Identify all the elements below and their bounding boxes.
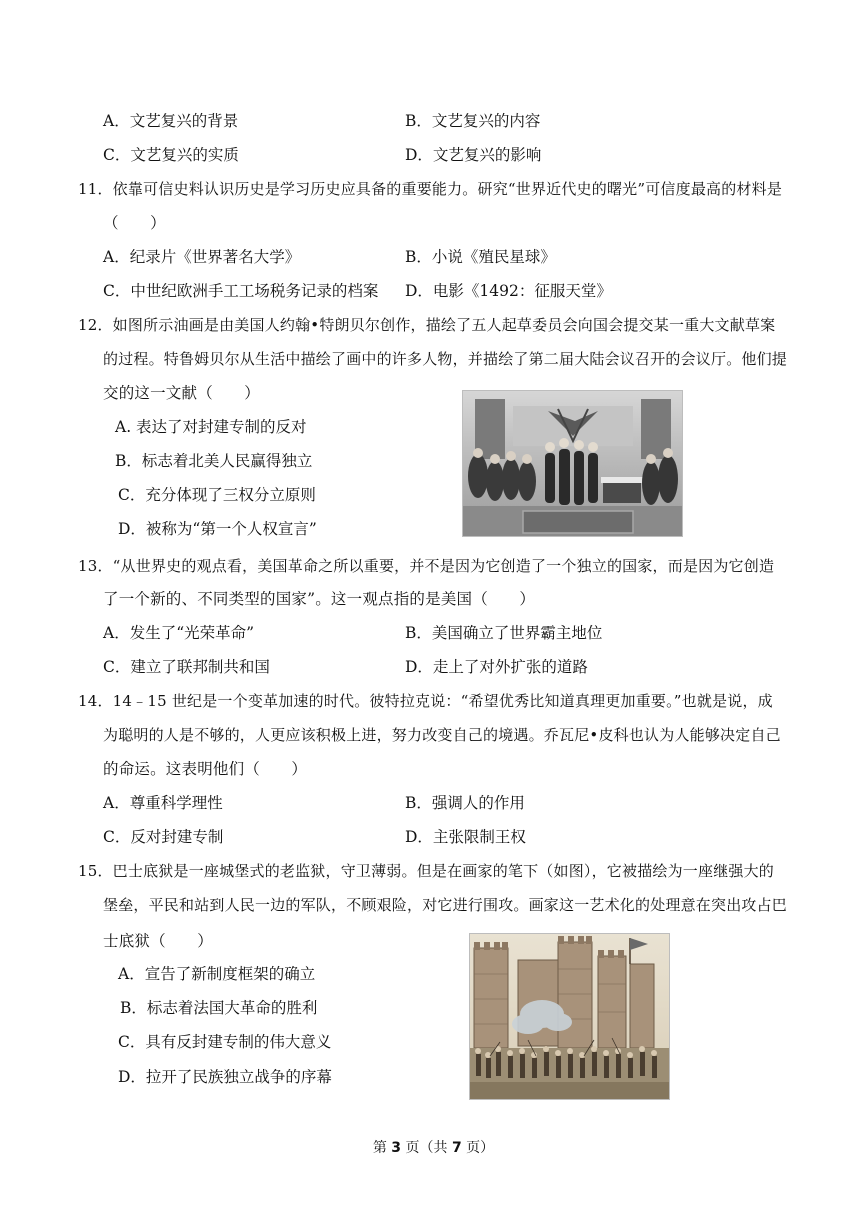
- q15-option-d: D．拉开了民族独立战争的序幕: [118, 1068, 332, 1086]
- q11-option-b: B．小说《殖民星球》: [405, 248, 556, 266]
- q13-stem-line2: 了一个新的、不同类型的国家”。这一观点指的是美国（ ）: [103, 590, 536, 608]
- footer-prefix: 第: [372, 1140, 392, 1156]
- q11-stem-line2: （ ）: [103, 214, 166, 232]
- q10-option-c: C．文艺复兴的实质: [103, 146, 239, 164]
- q15-stem-line3: 士底狱（ ）: [103, 932, 213, 950]
- q12-option-c: C．充分体现了三权分立原则: [118, 486, 316, 504]
- q10-option-d: D．文艺复兴的影响: [405, 146, 542, 164]
- q11-option-d: D．电影《1492：征服天堂》: [405, 282, 612, 300]
- q11-option-c: C．中世纪欧洲手工工场税务记录的档案: [103, 282, 379, 300]
- page-footer: [0, 1137, 867, 1157]
- q11-stem-line1: 11．依靠可信史料认识历史是学习历史应具备的重要能力。研究“世界近代史的曙光”可信度最高的材料是: [78, 180, 783, 198]
- q15-stem-line2: 堡垒，平民和站到人民一边的军队，不顾艰险，对它进行围攻。画家这一艺术化的处理意在突出攻占巴: [103, 896, 788, 914]
- q12-option-a: A. 表达了对封建专制的反对: [115, 418, 307, 436]
- footer-middle: 页（共: [401, 1140, 452, 1156]
- q13-option-a: A．发生了“光荣革命”: [103, 624, 255, 642]
- q13-option-d: D．走上了对外扩张的道路: [405, 658, 588, 676]
- q14-option-c: C．反对封建专制: [103, 828, 224, 846]
- q14-stem-line1: 14．14﹣15 世纪是一个变革加速的时代。彼特拉克说：“希望优秀比知道真理更加重要。”也就是说，成: [78, 692, 773, 710]
- q13-option-c: C．建立了联邦制共和国: [103, 658, 270, 676]
- q12-stem-line1: 12．如图所示油画是由美国人约翰•特朗贝尔创作，描绘了五人起草委员会向国会提交某一重大文献草案: [78, 316, 776, 334]
- q15-stem-line1: 15．巴士底狱是一座城堡式的老监狱，守卫薄弱。但是在画家的笔下（如图），它被描绘为一座继强大的: [78, 862, 774, 880]
- q15-option-c: C．具有反封建专制的伟大意义: [118, 1033, 332, 1051]
- q14-option-d: D．主张限制王权: [405, 828, 526, 846]
- q13-option-b: B．美国确立了世界霸主地位: [405, 624, 603, 642]
- q12-stem-line2: 的过程。特鲁姆贝尔从生活中描绘了画中的许多人物，并描绘了第二届大陆会议召开的会议厅。他们提: [103, 350, 788, 368]
- q14-option-b: B．强调人的作用: [405, 794, 525, 812]
- footer-suffix: 页）: [461, 1140, 495, 1156]
- q12-option-b: B．标志着北美人民赢得独立: [115, 452, 313, 470]
- declaration-painting-image: [462, 390, 683, 537]
- q12-option-d: D．被称为“第一个人权宣言”: [118, 520, 317, 538]
- q14-stem-line2: 为聪明的人是不够的，人更应该积极上进，努力改变自己的境遇。乔瓦尼•皮科也认为人能够决定自己: [103, 726, 781, 744]
- q11-option-a: A．纪录片《世界著名大学》: [103, 248, 301, 266]
- q10-option-a: A．文艺复兴的背景: [103, 112, 239, 130]
- q15-option-b: B．标志着法国大革命的胜利: [120, 999, 318, 1017]
- footer-total-pages: 7: [451, 1140, 462, 1156]
- q13-stem-line1: 13．“从世界史的观点看，美国革命之所以重要，并不是因为它创造了一个独立的国家，而是因为它创造: [78, 557, 775, 575]
- q12-stem-line3: 交的这一文献（ ）: [103, 384, 261, 402]
- bastille-painting-image: [469, 933, 670, 1100]
- q15-option-a: A．宣告了新制度框架的确立: [118, 965, 316, 983]
- q10-option-b: B．文艺复兴的内容: [405, 112, 541, 130]
- footer-page-number: 3: [391, 1140, 402, 1156]
- q14-stem-line3: 的命运。这表明他们（ ）: [103, 760, 308, 778]
- q14-option-a: A．尊重科学理性: [103, 794, 223, 812]
